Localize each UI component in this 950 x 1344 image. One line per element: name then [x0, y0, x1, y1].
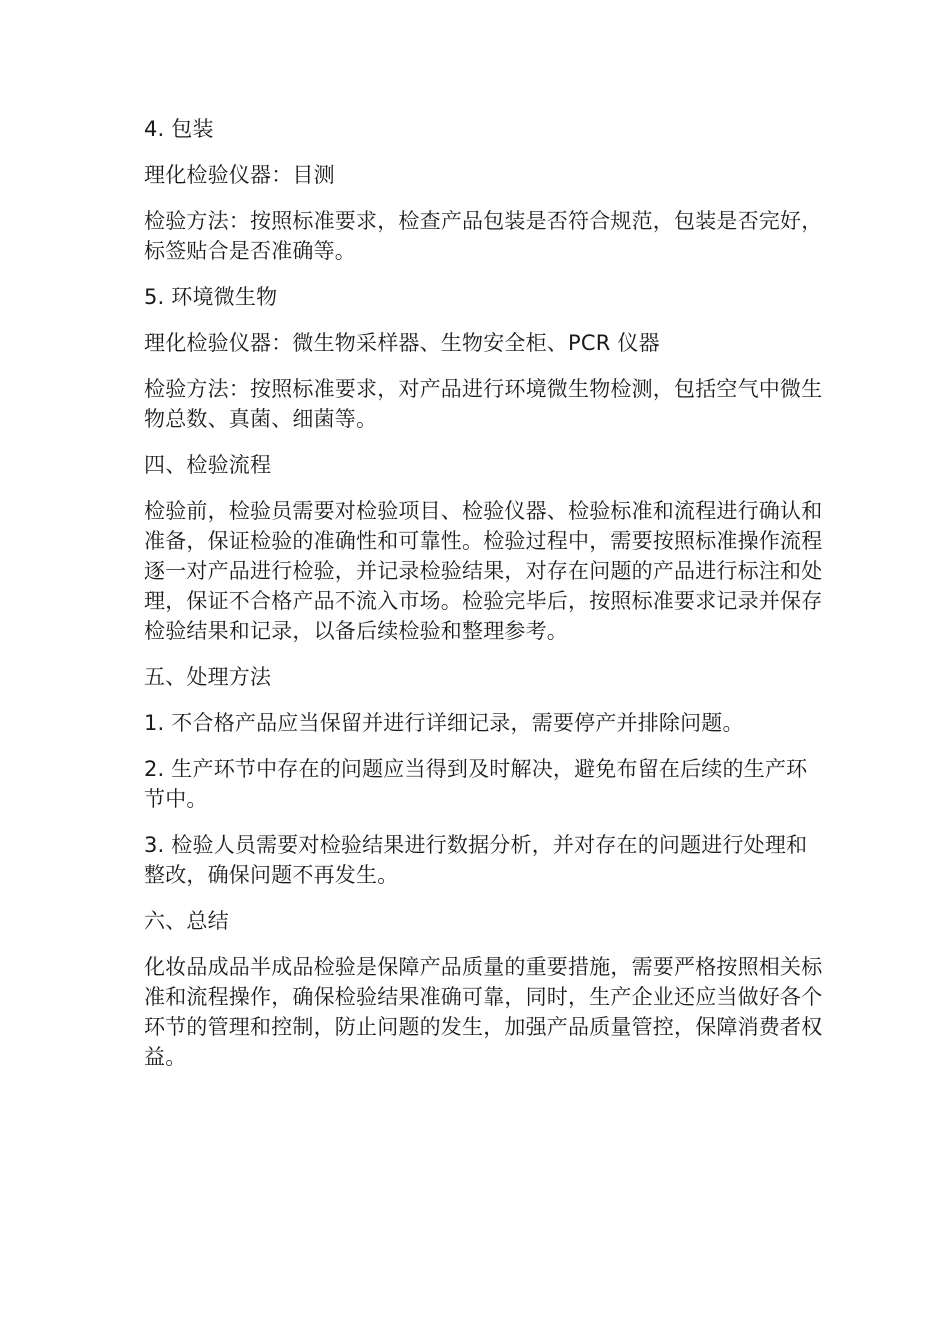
- method-line-packaging: 检验方法：按照标准要求，检查产品包装是否符合规范，包装是否完好，标签贴合是否准确等。: [144, 209, 823, 263]
- method-line-microbes: 检验方法：按照标准要求，对产品进行环境微生物检测，包括空气中微生物总数、真菌、细菌等。: [144, 377, 823, 431]
- handling-item-1: 1. 不合格产品应当保留并进行详细记录，需要停产并排除问题。: [144, 711, 744, 735]
- process-paragraph: 检验前，检验员需要对检验项目、检验仪器、检验标准和流程进行确认和准备，保证检验的准确性和可靠性。检验过程中，需要按照标准操作流程逐一对产品进行检验，并记录检验结果，对存在问题的产品进行标注和处理，保证不合格产品不流入市场。检验完毕后，按照标准要求记录并保存检验结果和记录，以备后续检验和整理参考。: [144, 499, 823, 643]
- section-heading-handling: 五、处理方法: [144, 665, 272, 689]
- instrument-line-packaging: 理化检验仪器：目测: [144, 163, 335, 187]
- handling-item-3: 3. 检验人员需要对检验结果进行数据分析，并对存在的问题进行处理和整改，确保问题不再发生。: [144, 833, 808, 887]
- section-heading-microbes: 5. 环境微生物: [144, 285, 278, 309]
- section-heading-summary: 六、总结: [144, 909, 229, 933]
- section-heading-packaging: 4. 包装: [144, 117, 214, 141]
- summary-paragraph: 化妆品成品半成品检验是保障产品质量的重要措施，需要严格按照相关标准和流程操作，确保检验结果准确可靠，同时，生产企业还应当做好各个环节的管理和控制，防止问题的发生，加强产品质量管控，保障消费者权益。: [144, 955, 823, 1069]
- document-page: [144, 114, 824, 1088]
- instrument-line-microbes: 理化检验仪器：微生物采样器、生物安全柜、PCR 仪器: [144, 331, 660, 355]
- section-heading-process: 四、检验流程: [144, 453, 272, 477]
- handling-item-2: 2. 生产环节中存在的问题应当得到及时解决，避免布留在后续的生产环节中。: [144, 757, 808, 811]
